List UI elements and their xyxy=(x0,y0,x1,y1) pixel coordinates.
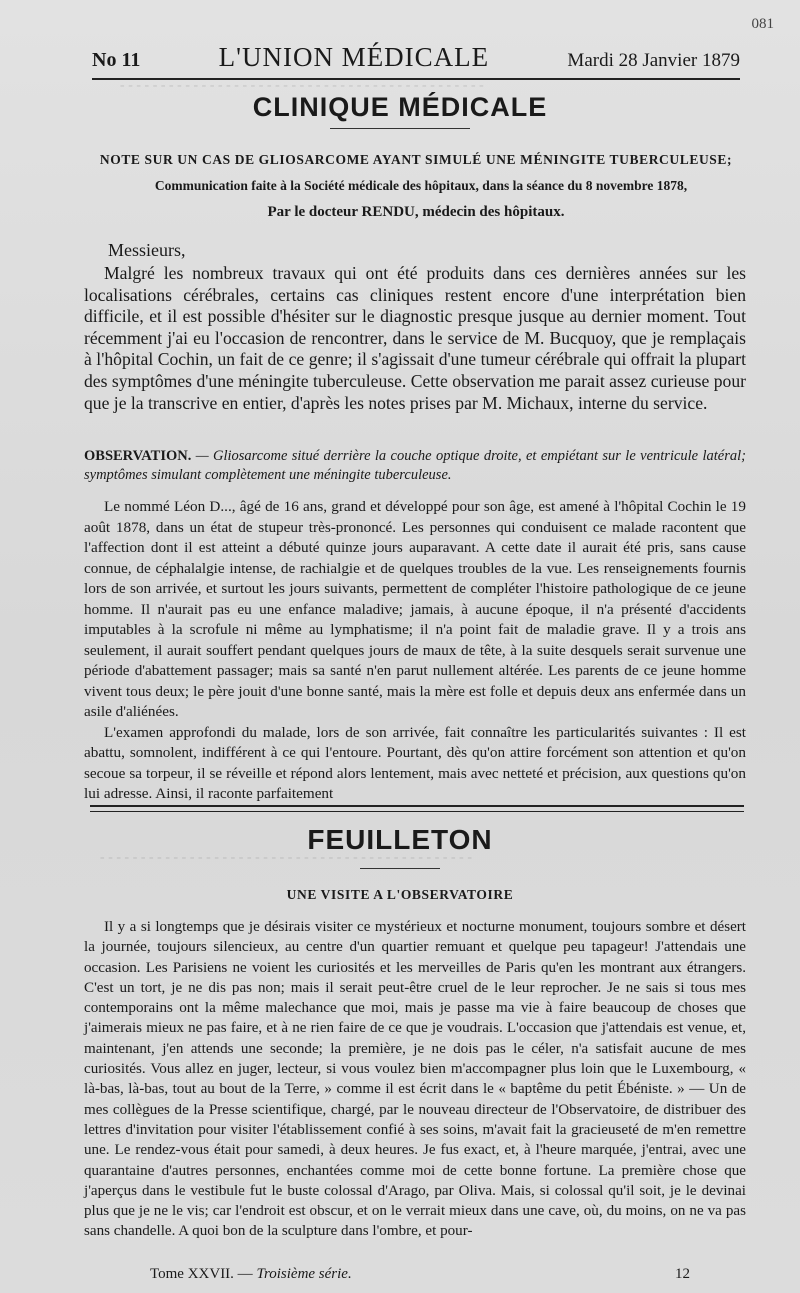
communication-line: Communication faite à la Société médicale des hôpitaux, dans la séance du 8 novembre 1878, xyxy=(154,178,688,193)
issue-number: No 11 xyxy=(92,49,141,71)
feuilleton-paragraph: Il y a si longtemps que je désirais visiter ce mystérieux et nocturne monument, toujours sombre et désert la journée, toujours silencieux, au centre d'un quartier remuant et quelque peu tapageur! J'attendais une occasion. Les Parisiens ne voient les curiosités et les merveilles de Paris qu'en les montrant aux étrangers. C'est un tort, je ne dis pas non; mais il serait peut-être cruel de le leur reprocher. Je ne sais si tous mes contemporains ont la même malechance que moi, mais je passe ma vie à faire beaucoup de choses que j'aimerais mieux ne pas faire, et à ne rien faire de ce que je voudrais. L'occasion que j'attendais est venue, et, maintenant, j'en attends une seconde; la première, je ne dois pas le céler, n'a satisfait aucune de mes curiosités. Vous allez en juger, lecteur, si vous voulez bien m'accompagner plus loin que le Luxembourg, « là-bas, là-bas, tout au bout de la Terre, » comme il est écrit dans le « baptême du petit Ébéniste. » — Un de mes collègues de la Presse scientifique, chargé, par le nouveau directeur de l'Observatoire, de distribuer des lettres d'invitation pour visiter l'établissement confié à ses soins, m'avait fait la gracieuseté de m'en remettre une. Le rendez-vous était pour samedi, à deux heures. Je fus exact, et, à l'heure marquée, j'entrai, avec une quarantaine d'autres personnes, enchantées comme moi de cette bonne fortune. La première chose que j'aperçus dans le vestibule fut le buste colossal d'Arago, par Oliva. Mais, si colossal qu'il soit, je le devinai plus que je ne le vis; car l'endroit est obscur, et on le verrait mieux dans une cave, où, du moins, on ne va pas sans chandelle. A quoi bon de la sculpture dans l'ombre, et pour- xyxy=(84,919,746,1240)
bleed-through-decoration: - - - - - - - - - - - - - - - - - - - - - - - - - - - - - - - - - - - - - - - - - - - - - - xyxy=(100,850,472,865)
page-number: 12 xyxy=(675,1266,690,1282)
section-divider xyxy=(330,128,470,129)
observation-paragraph: L'examen approfondi du malade, lors de son arrivée, fait connaître les particularités suivantes : Il est abattu, somnolent, indifférent à ce qui l'entoure. Pourtant, dès qu'on attire forcément son attention et qu'on secoue sa torpeur, il se réveille et répond alors lentement, mais avec netteté et précision, aux questions qu'on lui adresse. Ainsi, il raconte parfaitement xyxy=(84,723,746,802)
bleed-through-decoration: - - - - - - - - - - - - - - - - - - - - - - - - - - - - - - - - - - - - - - - - - - - - - xyxy=(120,78,484,93)
journal-title: L'UNION MÉDICALE xyxy=(218,42,490,72)
series-label: Troisième série. xyxy=(256,1266,352,1282)
salutation: Messieurs, xyxy=(108,240,186,260)
section-title: CLINIQUE MÉDICALE xyxy=(252,92,548,122)
article-title: UNE VISITE A L'OBSERVATOIRE xyxy=(286,887,514,902)
observation-title: OBSERVATION. xyxy=(84,448,192,464)
note-title: NOTE SUR UN CAS DE GLIOSARCOME AYANT SIMULÉ UNE MÉNINGITE TUBERCULEUSE; xyxy=(99,152,733,167)
volume-info xyxy=(150,1266,352,1283)
observation-paragraph: Le nommé Léon D..., âgé de 16 ans, grand et développé pour son âge, est amené à l'hôpital Cochin le 19 août 1878, dans un état de stupeur très-prononcé. Les personnes qui conduisent ce malade racontent que l'affection dont il est atteint a débuté quinze jours auparavant. A cette date il aurait été pris, sans cause connue, de céphalalgie intense, de rachialgie et de quelques troubles de la vue. Les renseignements fournis lors de son arrivée, et surtout les jours suivants, permettent de compléter l'histoire pathologique de ce jeune homme. Il n'aurait pas eu une enfance maladive; jamais, à aucune époque, il n'a présenté d'accidents imputables à la scrofule ni même au lymphatisme; il n'a point fait de maladie grave. Il y a trois ans seulement, il aurait souffert pendant quelques jours de maux de tête, à la suite desquels serait survenue une période d'abattement passager; mais sa santé n'en parut nullement altérée. Les parents de ce jeune homme vivent tous deux; le père jouit d'une bonne santé, mais la mère est folle et depuis deux ans enfermée dans un asile d'aliénées. xyxy=(84,498,746,720)
observation-subtitle: — Gliosarcome situé derrière la couche optique droite, et empiétant sur le ventricule latéral; symptômes simulant complètement une méningite tuberculeuse. xyxy=(84,448,746,483)
issue-date: Mardi 28 Janvier 1879 xyxy=(567,50,740,71)
page-corner-number: 081 xyxy=(751,16,774,32)
observation-heading xyxy=(84,447,746,485)
feuilleton-divider xyxy=(90,805,744,812)
author-line: Par le docteur RENDU, médecin des hôpitaux. xyxy=(267,204,565,220)
observation-text xyxy=(84,497,746,805)
volume-label: Tome XXVII. — xyxy=(150,1266,253,1282)
feuilleton-underline xyxy=(360,868,440,869)
page-footer xyxy=(150,1266,690,1283)
feuilleton-text xyxy=(84,917,746,1242)
feuilleton-title: FEUILLETON xyxy=(307,824,493,855)
intro-paragraph: Malgré les nombreux travaux qui ont été produits dans ces dernières années sur les localisations cérébrales, certains cas cliniques restent encore d'une interprétation bien difficile, et il est possible d'hésiter sur le diagnostic presque jusque au dernier moment. Tout récemment j'ai eu l'occasion de rencontrer, dans le service de M. Bucquoy, que je remplaçais à l'hôpital Cochin, un fait de ce genre; il s'agissait d'une tumeur cérébrale qui offrait la plupart des symptômes d'une méningite tuberculeuse. Cette observation me parait assez curieuse pour que je la transcrive en entier, d'après les notes prises par M. Michaux, interne du service. xyxy=(84,263,746,413)
masthead xyxy=(92,42,740,80)
